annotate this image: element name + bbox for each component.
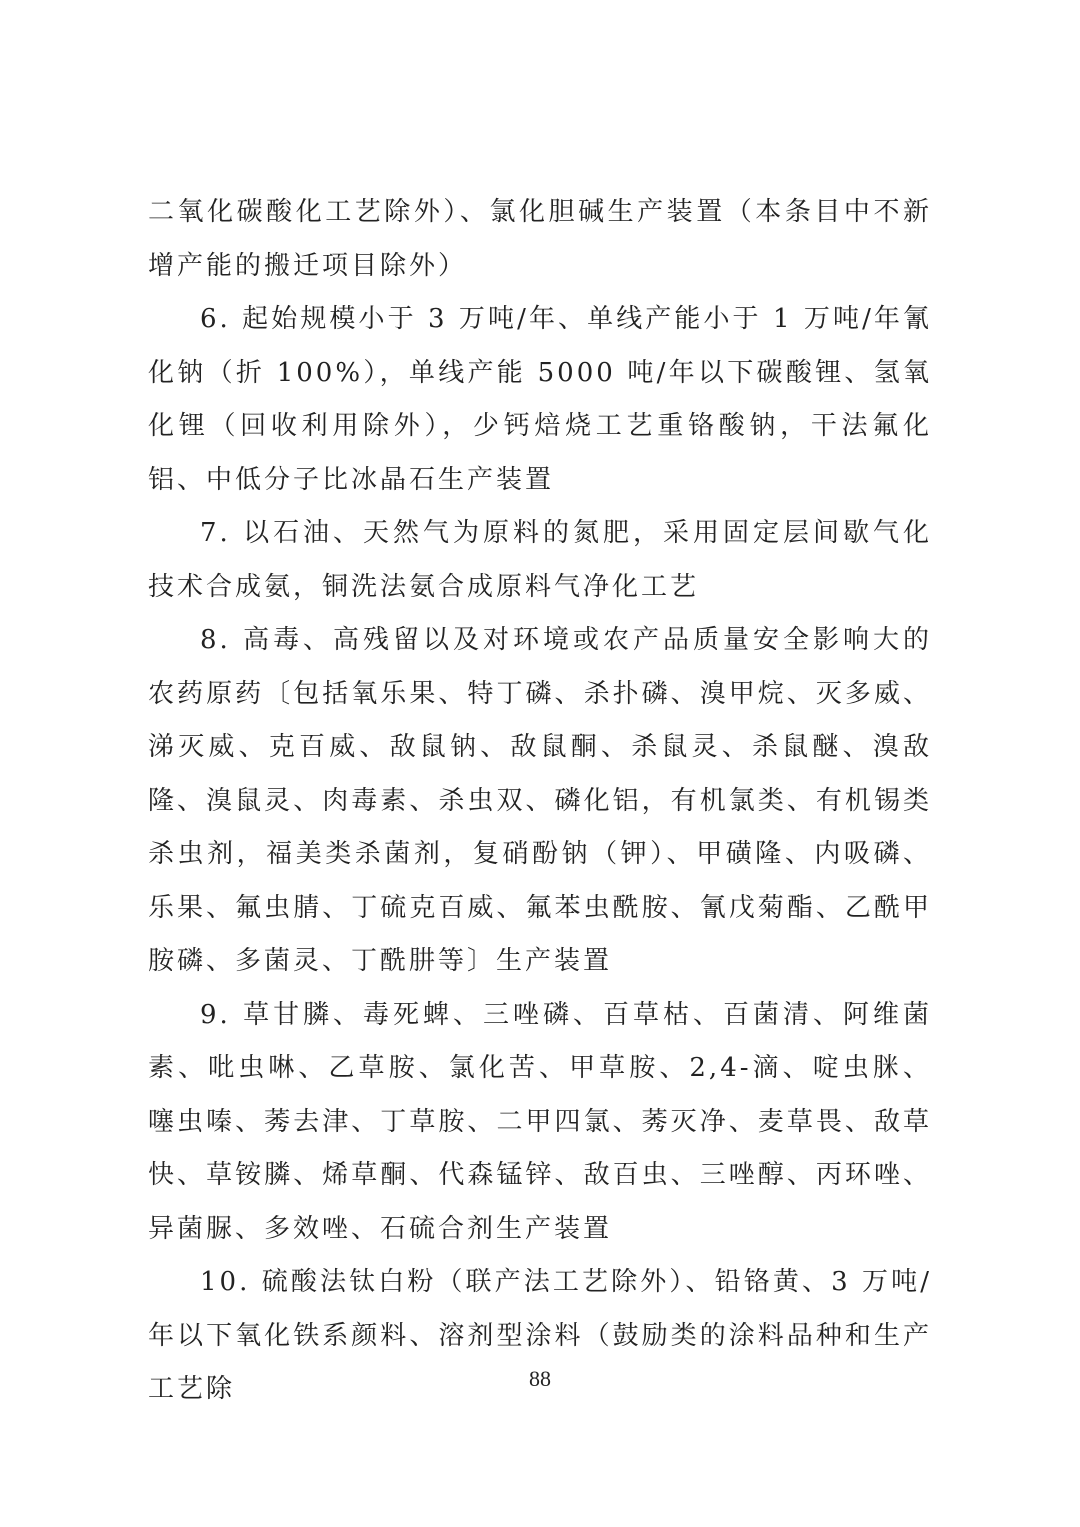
paragraph-item-5-continued: 二氧化碳酸化工艺除外）、氯化胆碱生产装置（本条目中不新增产能的搬迁项目除外） [148,197,932,281]
document-body [148,186,932,1417]
paragraph-item-10: 10. 硫酸法钛白粉（联产法工艺除外）、铅铬黄、3 万吨/年以下氧化铁系颜料、溶剂型涂料（鼓励类的涂料品种和生产工艺除 [148,1267,932,1404]
paragraph-item-8: 8. 高毒、高残留以及对环境或农产品质量安全影响大的农药原药〔包括氧乐果、特丁磷、杀扑磷、溴甲烷、灭多威、涕灭威、克百威、敌鼠钠、敌鼠酮、杀鼠灵、杀鼠醚、溴敌隆、溴鼠灵、肉毒素、杀虫双、磷化铝，有机氯类、有机锡类杀虫剂，福美类杀菌剂，复硝酚钠（钾）、甲磺隆、内吸磷、乐果、氟虫腈、丁硫克百威、氟苯虫酰胺、氰戊菊酯、乙酰甲胺磷、多菌灵、丁酰肼等〕生产装置 [148,625,932,976]
paragraph-item-9: 9. 草甘膦、毒死蜱、三唑磷、百草枯、百菌清、阿维菌素、吡虫啉、乙草胺、氯化苦、甲草胺、2,4-滴、啶虫脒、噻虫嗪、莠去津、丁草胺、二甲四氯、莠灭净、麦草畏、敌草快、草铵膦、烯草酮、代森锰锌、敌百虫、三唑醇、丙环唑、异菌脲、多效唑、石硫合剂生产装置 [148,999,932,1244]
paragraph-item-7: 7. 以石油、天然气为原料的氮肥，采用固定层间歇气化技术合成氨，铜洗法氨合成原料气净化工艺 [148,518,932,602]
paragraph-item-6: 6. 起始规模小于 3 万吨/年、单线产能小于 1 万吨/年氰化钠（折 100%），单线产能 5000 吨/年以下碳酸锂、氢氧化锂（回收利用除外），少钙焙烧工艺重铬酸钠，干法氟化铝、中低分子比冰晶石生产装置 [148,304,932,495]
page-number: 88 [529,1366,551,1391]
